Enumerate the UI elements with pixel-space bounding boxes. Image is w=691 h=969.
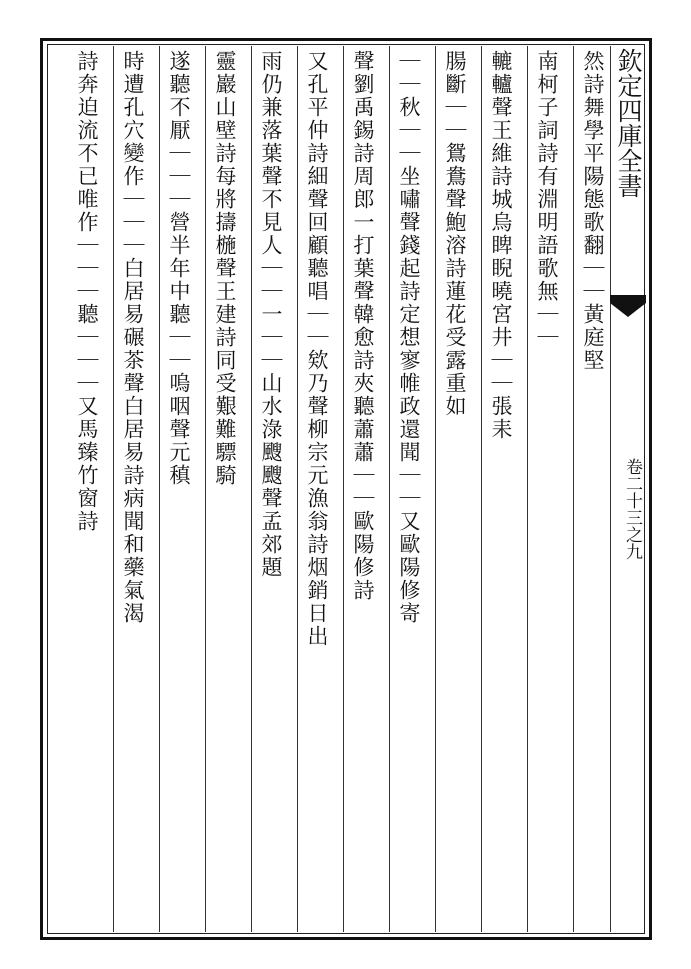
column-rule (435, 46, 436, 932)
column-rule (159, 46, 160, 932)
page-header-column (616, 48, 644, 928)
text-column-6: 聲劉禹錫詩周郎一打葉聲韓愈詩夾聽蕭蕭｜｜歐陽修詩 (351, 50, 375, 602)
text-column-1: 然詩舞學平陽態歌翻｜｜黃庭堅 (581, 50, 605, 372)
text-column-3: 轆轤聲王維詩城烏睥睨曉宮井｜｜張耒 (489, 50, 513, 441)
fishtail-mark-icon (610, 295, 646, 317)
text-column-8: 雨仍兼落葉聲不見人｜｜一｜｜山水淥颼颼聲孟郊題 (259, 50, 283, 579)
column-rule (251, 46, 252, 932)
column-rule (573, 46, 574, 932)
column-rule (481, 46, 482, 932)
column-rule (527, 46, 528, 932)
book-title: 欽定四庫全書 (614, 48, 643, 198)
text-column-11: 時遭孔穴變作｜｜｜白居易碾茶聲白居易詩病聞和藥氣渴 (121, 50, 145, 625)
text-column-10: 遂聽不厭｜｜｜營半年中聽｜｜嗚咽聲元稹 (167, 50, 191, 487)
column-rule (297, 46, 298, 932)
column-rule (610, 46, 611, 932)
column-rule (113, 46, 114, 932)
volume-label: 卷二十三之九 (622, 458, 642, 560)
text-column-12: 詩奔迫流不已唯作｜｜｜聽｜｜｜又馬臻竹窗詩 (75, 50, 99, 533)
text-column-9: 靈巖山壁詩每將擣椸聲王建詩同受艱難驃騎 (213, 50, 237, 487)
column-rule (389, 46, 390, 932)
text-column-7: 又孔平仲詩細聲回顧聽唱｜｜欸乃聲柳宗元漁翁詩烟銷日出 (305, 50, 329, 648)
text-column-2: 南柯子詞詩有淵明語歌無｜｜ (535, 50, 559, 349)
text-column-5: ｜｜秋｜｜坐嘯聲錢起詩定想寥帷政還聞｜｜又歐陽修寄 (397, 50, 421, 625)
column-rule (343, 46, 344, 932)
column-rule (205, 46, 206, 932)
text-column-4: 腸斷｜｜鴛鴦聲鮑溶詩蓮花受露重如 (443, 50, 467, 418)
